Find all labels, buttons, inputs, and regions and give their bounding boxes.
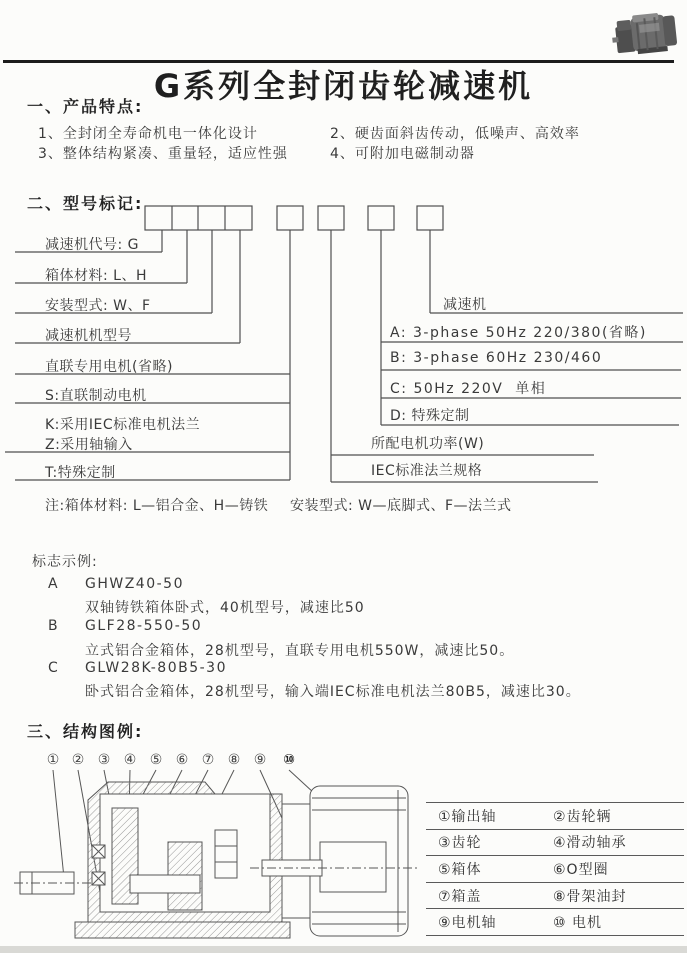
callout-2: ② xyxy=(71,752,85,768)
callout-7: ⑦ xyxy=(201,752,215,768)
callout-9: ⑨ xyxy=(253,752,267,768)
page-title: G系列全封闭齿轮减速机 xyxy=(153,67,534,105)
model-left-label: 安装型式: W、F xyxy=(45,298,151,314)
part-label: ①输出轴 xyxy=(438,808,497,825)
model-left-label: 减速机代号: G xyxy=(45,237,140,253)
table-row xyxy=(426,908,684,935)
callout-8: ⑧ xyxy=(227,752,241,768)
part-label: ⑥O型圈 xyxy=(553,861,609,878)
examples-heading: 标志示例: xyxy=(32,554,98,570)
part-label: ⑩ 电机 xyxy=(553,915,603,932)
callout-6: ⑥ xyxy=(175,752,189,768)
table-row xyxy=(426,882,684,909)
model-left-label: 直联专用电机(省略) xyxy=(45,359,173,375)
features-heading: 一、产品特点: xyxy=(27,97,144,116)
example-desc: 双轴铸铁箱体卧式，40机型号，减速比50 xyxy=(85,600,365,616)
example-key: B xyxy=(48,618,59,634)
model-right-label: 减速机 xyxy=(443,297,487,313)
model-right-label: B: 3-phase 60Hz 230/460 xyxy=(390,350,603,366)
example-code: GLW28K-80B5-30 xyxy=(85,660,227,676)
callout-4: ④ xyxy=(123,752,137,768)
model-left-label: 箱体材料: L、H xyxy=(45,268,147,284)
model-left-label: S:直联制动电机 xyxy=(45,388,147,404)
part-label: ⑦箱盖 xyxy=(438,888,482,905)
model-right-label: 所配电机功率(W) xyxy=(371,436,485,452)
part-label: ⑧骨架油封 xyxy=(553,888,627,905)
model-right-label: C: 50Hz 220V 单相 xyxy=(390,381,547,397)
callout-1: ① xyxy=(46,752,60,768)
part-label: ⑤箱体 xyxy=(438,861,482,878)
part-label: ⑨电机轴 xyxy=(438,915,497,932)
model-note: 注:箱体材料: L—铝合金、H—铸铁 xyxy=(45,498,269,514)
parts-table xyxy=(426,802,684,936)
callout-10: ⑩ xyxy=(283,752,295,768)
table-row xyxy=(426,855,684,882)
model-right-label: IEC标准法兰规格 xyxy=(371,463,483,479)
gear-motor-photo xyxy=(612,4,684,58)
model-left-label: T:特殊定制 xyxy=(45,465,116,481)
model-left-label: K:采用IEC标准电机法兰 xyxy=(45,417,201,433)
example-key: C xyxy=(48,660,59,676)
model-right-label: A: 3-phase 50Hz 220/380(省略) xyxy=(390,325,647,341)
model-heading: 二、型号标记: xyxy=(27,194,144,213)
model-note: 安装型式: W—底脚式、F—法兰式 xyxy=(290,498,512,514)
example-desc: 卧式铝合金箱体，28机型号，输入端IEC标准电机法兰80B5，减速比30。 xyxy=(85,684,581,700)
model-right-label: D: 特殊定制 xyxy=(390,408,470,424)
part-label: ③齿轮 xyxy=(438,835,482,852)
feature-item: 3、整体结构紧凑、重量轻，适应性强 xyxy=(38,146,288,162)
table-row xyxy=(426,802,684,829)
model-left-label: Z:采用轴输入 xyxy=(45,437,133,453)
part-label: ②齿轮辆 xyxy=(553,808,612,825)
example-code: GHWZ40-50 xyxy=(85,576,184,592)
example-key: A xyxy=(48,576,59,592)
example-desc: 立式铝合金箱体，28机型号，直联专用电机550W，减速比50。 xyxy=(85,643,515,659)
feature-item: 4、可附加电磁制动器 xyxy=(330,146,475,162)
example-code: GLF28-550-50 xyxy=(85,618,203,634)
feature-item: 2、硬齿面斜齿传动，低噪声、高效率 xyxy=(330,126,580,142)
part-label: ④滑动轴承 xyxy=(553,835,627,852)
feature-item: 1、全封闭全寿命机电一体化设计 xyxy=(38,126,258,142)
scan-edge xyxy=(0,946,687,953)
callout-3: ③ xyxy=(97,752,111,768)
model-left-label: 减速机机型号 xyxy=(45,328,132,344)
structure-heading: 三、结构图例: xyxy=(27,722,144,741)
callout-5: ⑤ xyxy=(149,752,163,768)
table-row xyxy=(426,829,684,856)
